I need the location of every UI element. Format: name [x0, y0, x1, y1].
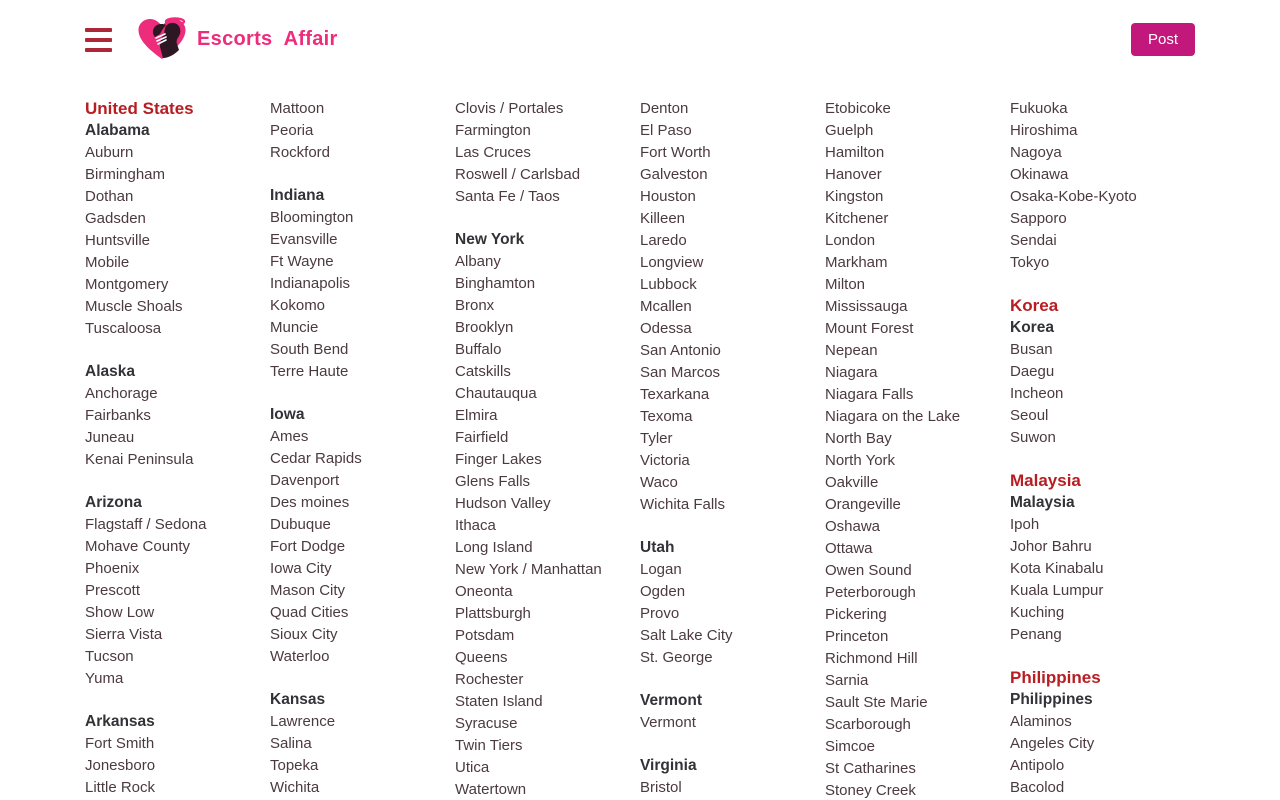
- city-link[interactable]: Muncie: [270, 319, 319, 336]
- city-link[interactable]: Kingston: [825, 188, 884, 205]
- city-link[interactable]: Okinawa: [1010, 166, 1069, 183]
- city-link[interactable]: Niagara on the Lake: [825, 408, 961, 425]
- city-link[interactable]: Incheon: [1010, 385, 1064, 402]
- city-link[interactable]: Wichita: [270, 779, 320, 796]
- city-link[interactable]: Mississauga: [825, 298, 908, 315]
- state-header: Indiana: [270, 187, 325, 204]
- city-link[interactable]: Mohave County: [85, 538, 191, 555]
- city-link[interactable]: Chautauqua: [455, 385, 537, 402]
- city-link[interactable]: Sault Ste Marie: [825, 694, 928, 711]
- city-link[interactable]: Penang: [1010, 626, 1062, 643]
- city-link[interactable]: Auburn: [85, 144, 134, 161]
- city-link[interactable]: Show Low: [85, 604, 155, 621]
- city-link[interactable]: Juneau: [85, 429, 135, 446]
- city-link[interactable]: Kota Kinabalu: [1010, 560, 1104, 577]
- city-link[interactable]: Sarnia: [825, 672, 869, 689]
- city-link[interactable]: Johor Bahru: [1010, 538, 1092, 555]
- location-group: [455, 229, 640, 800]
- city-link[interactable]: Simcoe: [825, 738, 876, 755]
- location-column: [85, 98, 270, 800]
- city-link[interactable]: Iowa City: [270, 560, 332, 577]
- city-link[interactable]: Laredo: [640, 232, 687, 249]
- city-link[interactable]: Markham: [825, 254, 888, 271]
- city-link[interactable]: Killeen: [640, 210, 686, 227]
- city-link[interactable]: Twin Tiers: [455, 737, 523, 754]
- city-link[interactable]: Stoney Creek: [825, 782, 916, 799]
- locations-directory: [0, 64, 1280, 800]
- city-link[interactable]: Bristol: [640, 779, 682, 796]
- city-link[interactable]: Evansville: [270, 231, 338, 248]
- city-link[interactable]: Utica: [455, 759, 490, 776]
- city-link[interactable]: Ogden: [640, 583, 686, 600]
- location-group: [85, 98, 270, 340]
- city-link[interactable]: Buffalo: [455, 341, 502, 358]
- city-link[interactable]: Milton: [825, 276, 866, 293]
- city-link[interactable]: Lawrence: [270, 713, 336, 730]
- country-header: Malaysia: [1010, 471, 1081, 490]
- location-column: [270, 98, 455, 800]
- city-link[interactable]: Ft Wayne: [270, 253, 334, 270]
- city-link[interactable]: Alaminos: [1010, 713, 1072, 730]
- city-link[interactable]: Fairfield: [455, 429, 509, 446]
- city-link[interactable]: San Marcos: [640, 364, 721, 381]
- city-link[interactable]: North Bay: [825, 430, 892, 447]
- location-group: [1010, 98, 1195, 274]
- city-link[interactable]: Seoul: [1010, 407, 1049, 424]
- city-link[interactable]: Topeka: [270, 757, 319, 774]
- city-link[interactable]: Peterborough: [825, 584, 916, 601]
- location-group: [270, 404, 455, 668]
- city-link[interactable]: North York: [825, 452, 896, 469]
- hamburger-menu-icon[interactable]: [85, 28, 112, 52]
- top-bar: [0, 0, 1280, 64]
- city-link[interactable]: Yuma: [85, 670, 124, 687]
- city-link[interactable]: Sendai: [1010, 232, 1057, 249]
- location-group: [1010, 295, 1195, 449]
- city-link[interactable]: Las Cruces: [455, 144, 531, 161]
- city-link[interactable]: Provo: [640, 605, 680, 622]
- city-link[interactable]: Richmond Hill: [825, 650, 918, 667]
- city-link[interactable]: Little Rock: [85, 779, 156, 796]
- city-link[interactable]: Salina: [270, 735, 312, 752]
- city-link[interactable]: Logan: [640, 561, 682, 578]
- state-header: Alaska: [85, 363, 135, 380]
- city-link[interactable]: Owen Sound: [825, 562, 912, 579]
- city-link[interactable]: Kuala Lumpur: [1010, 582, 1104, 599]
- location-group: [640, 690, 825, 734]
- city-link[interactable]: Guelph: [825, 122, 874, 139]
- city-link[interactable]: San Antonio: [640, 342, 721, 359]
- location-group: [270, 98, 455, 164]
- city-link[interactable]: Daegu: [1010, 363, 1055, 380]
- city-link[interactable]: Rockford: [270, 144, 331, 161]
- city-link[interactable]: Mcallen: [640, 298, 692, 315]
- city-link[interactable]: Hudson Valley: [455, 495, 551, 512]
- city-link[interactable]: Denton: [640, 100, 689, 117]
- city-link[interactable]: Ames: [270, 428, 309, 445]
- city-link[interactable]: Victoria: [640, 452, 690, 469]
- city-link[interactable]: Mobile: [85, 254, 130, 271]
- city-link[interactable]: Binghamton: [455, 275, 536, 292]
- city-link[interactable]: Antipolo: [1010, 757, 1065, 774]
- city-link[interactable]: Cedar Rapids: [270, 450, 362, 467]
- city-link[interactable]: Tuscaloosa: [85, 320, 162, 337]
- location-column: [1010, 98, 1195, 800]
- city-link[interactable]: Watertown: [455, 781, 527, 798]
- city-link[interactable]: Albany: [455, 253, 501, 270]
- city-link[interactable]: Galveston: [640, 166, 708, 183]
- city-link[interactable]: Hiroshima: [1010, 122, 1078, 139]
- state-header: Arizona: [85, 494, 142, 511]
- city-link[interactable]: Scarborough: [825, 716, 911, 733]
- city-link[interactable]: St. George: [640, 649, 713, 666]
- city-link[interactable]: Prescott: [85, 582, 141, 599]
- city-link[interactable]: Sierra Vista: [85, 626, 163, 643]
- city-link[interactable]: Glens Falls: [455, 473, 531, 490]
- city-link[interactable]: Terre Haute: [270, 363, 349, 380]
- city-link[interactable]: Davenport: [270, 472, 340, 489]
- city-link[interactable]: Jonesboro: [85, 757, 156, 774]
- city-link[interactable]: Suwon: [1010, 429, 1056, 446]
- state-header: New York: [455, 231, 525, 248]
- location-group: [85, 711, 270, 799]
- city-link[interactable]: Busan: [1010, 341, 1053, 358]
- city-link[interactable]: Bronx: [455, 297, 495, 314]
- city-link[interactable]: Santa Fe / Taos: [455, 188, 560, 205]
- city-link[interactable]: Ipoh: [1010, 516, 1040, 533]
- city-link[interactable]: Huntsville: [85, 232, 151, 249]
- city-link[interactable]: Anchorage: [85, 385, 158, 402]
- city-link[interactable]: Elmira: [455, 407, 498, 424]
- city-link[interactable]: Waterloo: [270, 648, 330, 665]
- city-link[interactable]: Muscle Shoals: [85, 298, 183, 315]
- state-header: Utah: [640, 539, 675, 556]
- city-link[interactable]: Tyler: [640, 430, 673, 447]
- city-link[interactable]: South Bend: [270, 341, 349, 358]
- location-group: [85, 361, 270, 471]
- location-group: [825, 98, 1010, 800]
- state-header: Malaysia: [1010, 494, 1075, 511]
- city-link[interactable]: Staten Island: [455, 693, 543, 710]
- heart-angel-logo-icon: [136, 17, 190, 61]
- state-header: Vermont: [640, 692, 703, 709]
- state-header: Iowa: [270, 406, 305, 423]
- city-link[interactable]: Ottawa: [825, 540, 873, 557]
- city-link[interactable]: Nepean: [825, 342, 878, 359]
- city-link[interactable]: Kitchener: [825, 210, 889, 227]
- city-link[interactable]: Clovis / Portales: [455, 100, 564, 117]
- city-link[interactable]: Roswell / Carlsbad: [455, 166, 581, 183]
- menu-bar: [85, 38, 112, 42]
- country-header: Philippines: [1010, 668, 1101, 687]
- city-link[interactable]: Kenai Peninsula: [85, 451, 194, 468]
- location-group: [270, 185, 455, 383]
- state-header: Philippines: [1010, 691, 1093, 708]
- brand-logo[interactable]: [136, 17, 338, 61]
- city-link[interactable]: Fort Dodge: [270, 538, 346, 555]
- location-group: [640, 98, 825, 516]
- location-group: [1010, 667, 1195, 799]
- city-link[interactable]: Sapporo: [1010, 210, 1067, 227]
- city-link[interactable]: Fairbanks: [85, 407, 151, 424]
- state-header: Arkansas: [85, 713, 155, 730]
- city-link[interactable]: Quad Cities: [270, 604, 349, 621]
- city-link[interactable]: Des moines: [270, 494, 350, 511]
- city-link[interactable]: Syracuse: [455, 715, 518, 732]
- city-link[interactable]: El Paso: [640, 122, 692, 139]
- location-group: [455, 98, 640, 208]
- city-link[interactable]: Waco: [640, 474, 678, 491]
- location-group: [85, 492, 270, 690]
- city-link[interactable]: Houston: [640, 188, 696, 205]
- city-link[interactable]: Nagoya: [1010, 144, 1062, 161]
- location-column: [455, 98, 640, 800]
- city-link[interactable]: St Catharines: [825, 760, 916, 777]
- city-link[interactable]: Montgomery: [85, 276, 169, 293]
- city-link[interactable]: Birmingham: [85, 166, 166, 183]
- city-link[interactable]: Niagara Falls: [825, 386, 914, 403]
- city-link[interactable]: Princeton: [825, 628, 889, 645]
- city-link[interactable]: Kuching: [1010, 604, 1065, 621]
- post-button[interactable]: Post: [1131, 23, 1195, 56]
- city-link[interactable]: Oneonta: [455, 583, 513, 600]
- city-link[interactable]: Niagara: [825, 364, 878, 381]
- city-link[interactable]: Vermont: [640, 714, 696, 731]
- city-link[interactable]: Indianapolis: [270, 275, 351, 292]
- location-column: [825, 98, 1010, 800]
- state-header: Virginia: [640, 757, 697, 774]
- city-link[interactable]: Finger Lakes: [455, 451, 542, 468]
- city-link[interactable]: Tucson: [85, 648, 134, 665]
- city-link[interactable]: Peoria: [270, 122, 314, 139]
- brand-text: Escorts Affair: [197, 27, 338, 50]
- city-link[interactable]: Oakville: [825, 474, 879, 491]
- city-link[interactable]: Sioux City: [270, 626, 338, 643]
- city-link[interactable]: Angeles City: [1010, 735, 1095, 752]
- location-group: [270, 689, 455, 799]
- location-column: [640, 98, 825, 800]
- state-header: Alabama: [85, 122, 150, 139]
- location-group: [640, 755, 825, 799]
- city-link[interactable]: Rochester: [455, 671, 524, 688]
- city-link[interactable]: Pickering: [825, 606, 887, 623]
- city-link[interactable]: Bloomington: [270, 209, 354, 226]
- city-link[interactable]: Fort Worth: [640, 144, 711, 161]
- city-link[interactable]: Fukuoka: [1010, 100, 1068, 117]
- city-link[interactable]: Texarkana: [640, 386, 710, 403]
- city-link[interactable]: Longview: [640, 254, 704, 271]
- city-link[interactable]: London: [825, 232, 876, 249]
- state-header: Kansas: [270, 691, 326, 708]
- location-group: [1010, 470, 1195, 646]
- city-link[interactable]: Dothan: [85, 188, 134, 205]
- city-link[interactable]: Long Island: [455, 539, 533, 556]
- city-link[interactable]: New York / Manhattan: [455, 561, 602, 578]
- city-link[interactable]: Oshawa: [825, 518, 881, 535]
- city-link[interactable]: Mattoon: [270, 100, 325, 117]
- city-link[interactable]: Brooklyn: [455, 319, 514, 336]
- city-link[interactable]: Etobicoke: [825, 100, 891, 117]
- city-link[interactable]: Salt Lake City: [640, 627, 733, 644]
- city-link[interactable]: Odessa: [640, 320, 692, 337]
- city-link[interactable]: Mason City: [270, 582, 346, 599]
- city-link[interactable]: Mount Forest: [825, 320, 914, 337]
- city-link[interactable]: Hanover: [825, 166, 882, 183]
- city-link[interactable]: Kokomo: [270, 297, 326, 314]
- city-link[interactable]: Tokyo: [1010, 254, 1050, 271]
- city-link[interactable]: Texoma: [640, 408, 693, 425]
- city-link[interactable]: Fort Smith: [85, 735, 155, 752]
- city-link[interactable]: Phoenix: [85, 560, 140, 577]
- city-link[interactable]: Ithaca: [455, 517, 496, 534]
- city-link[interactable]: Gadsden: [85, 210, 146, 227]
- city-link[interactable]: Wichita Falls: [640, 496, 726, 513]
- country-header: United States: [85, 99, 194, 118]
- city-link[interactable]: Lubbock: [640, 276, 697, 293]
- location-group: [640, 537, 825, 669]
- menu-bar: [85, 48, 112, 52]
- city-link[interactable]: Queens: [455, 649, 508, 666]
- country-header: Korea: [1010, 296, 1059, 315]
- city-link[interactable]: Farmington: [455, 122, 531, 139]
- state-header: Korea: [1010, 319, 1054, 336]
- city-link[interactable]: Hamilton: [825, 144, 885, 161]
- city-link[interactable]: Dubuque: [270, 516, 331, 533]
- menu-bar: [85, 28, 112, 32]
- city-link[interactable]: Bacolod: [1010, 779, 1065, 796]
- city-link[interactable]: Potsdam: [455, 627, 515, 644]
- city-link[interactable]: Catskills: [455, 363, 511, 380]
- city-link[interactable]: Plattsburgh: [455, 605, 531, 622]
- city-link[interactable]: Osaka-Kobe-Kyoto: [1010, 188, 1137, 205]
- city-link[interactable]: Flagstaff / Sedona: [85, 516, 207, 533]
- city-link[interactable]: Orangeville: [825, 496, 901, 513]
